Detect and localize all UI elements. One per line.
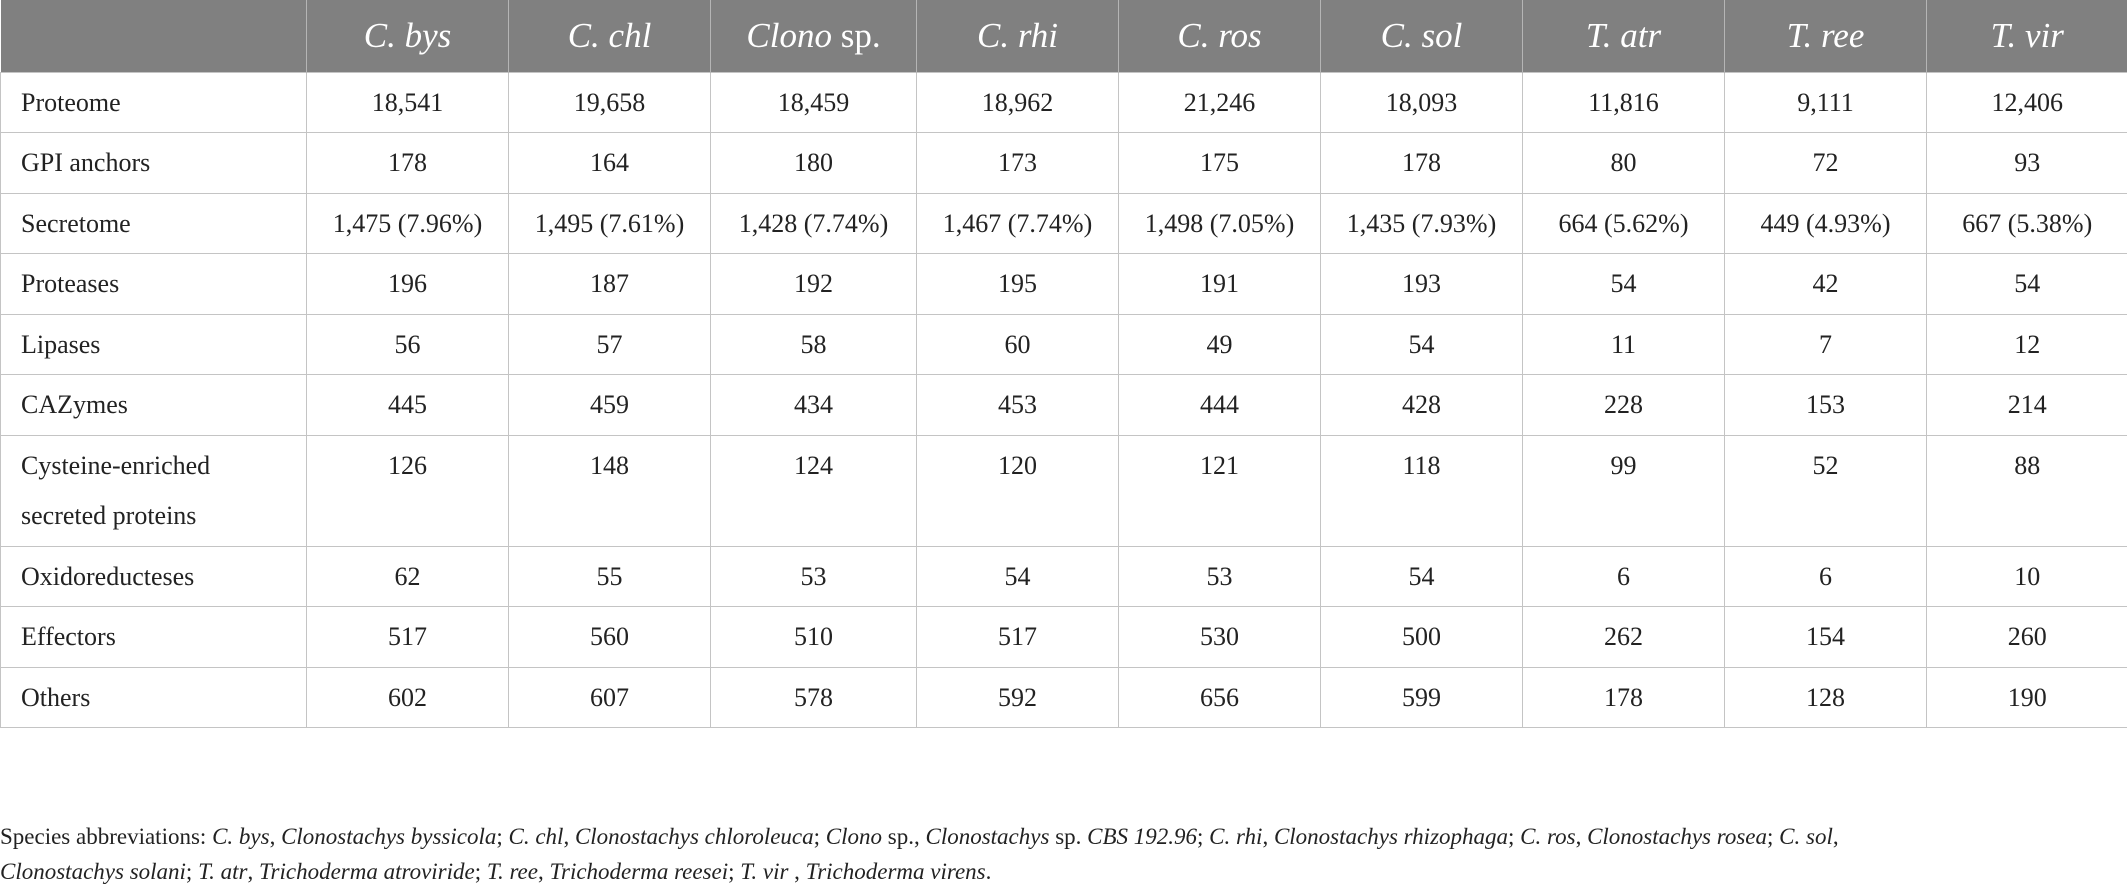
table-cell: 195	[917, 254, 1119, 315]
row-label-oxidoreducteses: Oxidoreducteses	[1, 546, 307, 607]
table-cell: 53	[1119, 546, 1321, 607]
table-cell: 54	[917, 546, 1119, 607]
table-cell: 510	[711, 607, 917, 668]
table-cell: 175	[1119, 133, 1321, 194]
table-cell: 6	[1523, 546, 1725, 607]
row-label-proteome: Proteome	[1, 72, 307, 133]
table-row	[1, 254, 2127, 315]
table-cell: 196	[307, 254, 509, 315]
header-row	[1, 0, 2127, 72]
table-cell: 72	[1725, 133, 1927, 194]
table-footnote: Species abbreviations: C. bys, Clonostachys byssicola; C. chl, Clonostachys chloroleuca; Clono sp., Clonostachys sp. CBS 192.96; C. rhi, Clonostachys rhizophaga; C. ros, Clonostachys rosea; C. sol, Clonostachys solani; T. atr, Trichoderma atroviride; T. ree, Trichoderma reesei; T. vir , Trichoderma virens.	[0, 819, 2110, 889]
table-cell: 530	[1119, 607, 1321, 668]
table-cell: 18,541	[307, 72, 509, 133]
table-cell: 1,475 (7.96%)	[307, 193, 509, 254]
column-header-c-ros: C. ros	[1119, 0, 1321, 72]
table-cell: 18,093	[1321, 72, 1523, 133]
table-cell: 80	[1523, 133, 1725, 194]
row-label-lipases: Lipases	[1, 314, 307, 375]
row-label-line: Cysteine-enriched	[21, 451, 210, 480]
table-cell: 99	[1523, 435, 1725, 546]
table-cell: 10	[1927, 546, 2127, 607]
table-row	[1, 667, 2127, 728]
column-header-c-rhi: C. rhi	[917, 0, 1119, 72]
table-cell: 148	[509, 435, 711, 546]
table-cell: 228	[1523, 375, 1725, 436]
table-cell: 19,658	[509, 72, 711, 133]
table-cell: 445	[307, 375, 509, 436]
table-cell: 60	[917, 314, 1119, 375]
row-label-line: secreted proteins	[21, 501, 196, 530]
table-cell: 12	[1927, 314, 2127, 375]
column-header-clono-sp: Clono sp.	[711, 0, 917, 72]
table-cell: 1,467 (7.74%)	[917, 193, 1119, 254]
table-cell: 154	[1725, 607, 1927, 668]
table-cell: 667 (5.38%)	[1927, 193, 2127, 254]
table-cell: 56	[307, 314, 509, 375]
table-cell: 58	[711, 314, 917, 375]
table-cell: 664 (5.62%)	[1523, 193, 1725, 254]
table-cell: 12,406	[1927, 72, 2127, 133]
table-row	[1, 435, 2127, 546]
table-cell: 560	[509, 607, 711, 668]
table-cell: 500	[1321, 607, 1523, 668]
table-cell: 444	[1119, 375, 1321, 436]
table-cell: 578	[711, 667, 917, 728]
table-cell: 54	[1321, 546, 1523, 607]
table-cell: 599	[1321, 667, 1523, 728]
table-cell: 53	[711, 546, 917, 607]
row-label-others: Others	[1, 667, 307, 728]
table-row	[1, 375, 2127, 436]
table-cell: 193	[1321, 254, 1523, 315]
table-cell: 260	[1927, 607, 2127, 668]
table-row	[1, 133, 2127, 194]
table-cell: 57	[509, 314, 711, 375]
table-cell: 459	[509, 375, 711, 436]
table-cell: 49	[1119, 314, 1321, 375]
table-cell: 54	[1927, 254, 2127, 315]
column-header-t-atr: T. atr	[1523, 0, 1725, 72]
table-cell: 18,459	[711, 72, 917, 133]
table-cell: 88	[1927, 435, 2127, 546]
table-cell: 52	[1725, 435, 1927, 546]
table-cell: 1,498 (7.05%)	[1119, 193, 1321, 254]
table-cell: 93	[1927, 133, 2127, 194]
table-cell: 11	[1523, 314, 1725, 375]
table-cell: 178	[307, 133, 509, 194]
table-header	[1, 0, 2127, 72]
table-cell: 517	[307, 607, 509, 668]
table-cell: 164	[509, 133, 711, 194]
column-header-t-ree: T. ree	[1725, 0, 1927, 72]
table-cell: 55	[509, 546, 711, 607]
table-cell: 120	[917, 435, 1119, 546]
table-cell: 6	[1725, 546, 1927, 607]
table-cell: 607	[509, 667, 711, 728]
column-header-c-sol: C. sol	[1321, 0, 1523, 72]
row-label-cazymes: CAZymes	[1, 375, 307, 436]
table-cell: 180	[711, 133, 917, 194]
table-cell: 9,111	[1725, 72, 1927, 133]
table-cell: 42	[1725, 254, 1927, 315]
table-cell: 656	[1119, 667, 1321, 728]
row-label-effectors: Effectors	[1, 607, 307, 668]
table-cell: 178	[1523, 667, 1725, 728]
table-cell: 121	[1119, 435, 1321, 546]
table-cell: 1,428 (7.74%)	[711, 193, 917, 254]
table-body	[1, 72, 2127, 728]
table-cell: 1,435 (7.93%)	[1321, 193, 1523, 254]
table-cell: 62	[307, 546, 509, 607]
table-cell: 128	[1725, 667, 1927, 728]
table-cell: 592	[917, 667, 1119, 728]
table-cell: 21,246	[1119, 72, 1321, 133]
table-cell: 54	[1321, 314, 1523, 375]
row-label-cysteine-enriched-secreted-proteins	[1, 435, 307, 546]
table-cell: 187	[509, 254, 711, 315]
table-cell: 190	[1927, 667, 2127, 728]
row-label-secretome: Secretome	[1, 193, 307, 254]
table-cell: 434	[711, 375, 917, 436]
table-cell: 1,495 (7.61%)	[509, 193, 711, 254]
row-label-gpi-anchors: GPI anchors	[1, 133, 307, 194]
table-row	[1, 314, 2127, 375]
row-label-proteases: Proteases	[1, 254, 307, 315]
table-cell: 18,962	[917, 72, 1119, 133]
table-cell: 453	[917, 375, 1119, 436]
table-cell: 178	[1321, 133, 1523, 194]
table-row	[1, 72, 2127, 133]
table-cell: 7	[1725, 314, 1927, 375]
table-row	[1, 607, 2127, 668]
table-row	[1, 193, 2127, 254]
column-header-c-chl: C. chl	[509, 0, 711, 72]
table-cell: 124	[711, 435, 917, 546]
table-cell: 153	[1725, 375, 1927, 436]
table-cell: 126	[307, 435, 509, 546]
table-cell: 602	[307, 667, 509, 728]
table-row	[1, 546, 2127, 607]
column-header-c-bys: C. bys	[307, 0, 509, 72]
table-cell: 428	[1321, 375, 1523, 436]
table-cell: 449 (4.93%)	[1725, 193, 1927, 254]
header-corner-cell	[1, 0, 307, 72]
table-cell: 191	[1119, 254, 1321, 315]
table-cell: 517	[917, 607, 1119, 668]
table-cell: 192	[711, 254, 917, 315]
table-cell: 11,816	[1523, 72, 1725, 133]
table-cell: 214	[1927, 375, 2127, 436]
table-cell: 54	[1523, 254, 1725, 315]
table-cell: 262	[1523, 607, 1725, 668]
table-cell: 173	[917, 133, 1119, 194]
table-cell: 118	[1321, 435, 1523, 546]
column-header-t-vir: T. vir	[1927, 0, 2127, 72]
